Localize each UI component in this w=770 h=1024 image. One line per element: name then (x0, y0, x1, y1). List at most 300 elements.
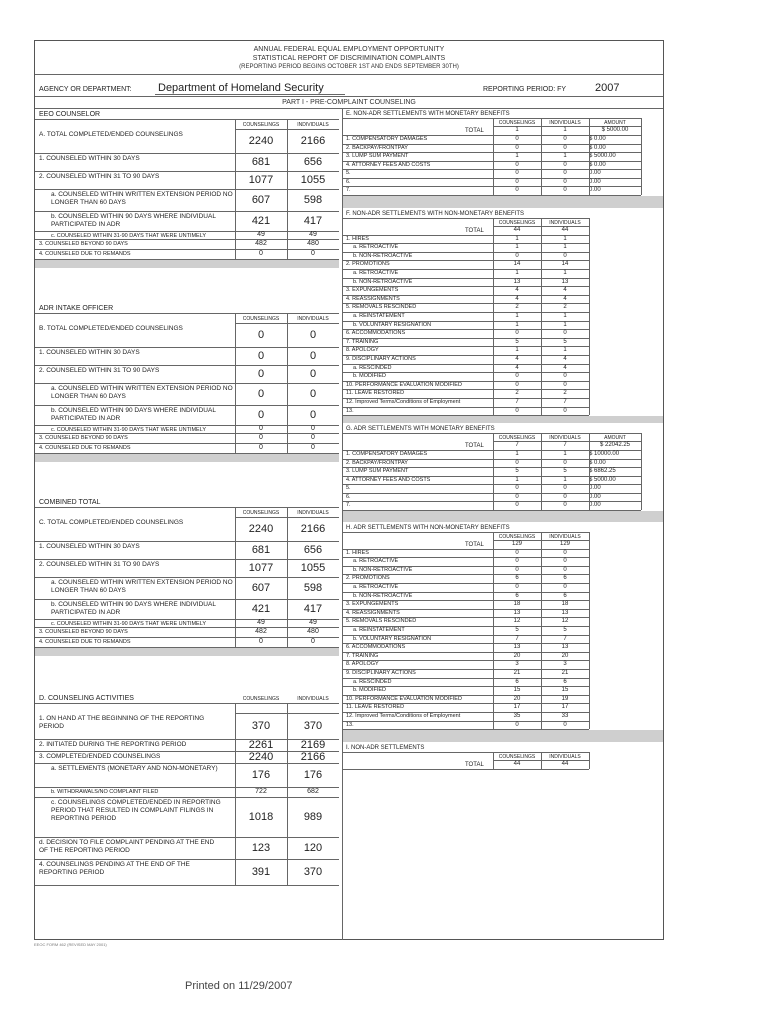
agency-value: Department of Homeland Security (158, 82, 324, 94)
combined-row-label: b. COUNSELED WITHIN 90 DAYS WHERE INDIVIDUAL PARTICIPATED IN ADR (51, 601, 216, 616)
f-individuals-value: 4 (563, 287, 567, 294)
h-counselings-value: 5 (515, 627, 519, 633)
combined-counselings-value: 681 (251, 543, 271, 556)
h-counselings-value: 6 (515, 678, 519, 685)
h-counselings-value: 0 (515, 566, 519, 573)
col-header-individuals: INDIVIDUALS (549, 219, 581, 226)
f-total-label: TOTAL (465, 227, 484, 234)
g-total-value: 7 (515, 442, 519, 449)
e-counselings-value: 1 (515, 153, 519, 159)
g-section-title: G. ADR SETTLEMENTS WITH MONETARY BENEFITS (346, 426, 495, 433)
f-individuals-value: 5 (563, 338, 567, 345)
combined-counselings-value: 421 (251, 602, 271, 615)
combined-counselings-value: 607 (251, 581, 271, 594)
adr-individuals-value: 0 (311, 424, 315, 432)
col-header-amount: AMOUNT (604, 120, 626, 126)
h-counselings-value: 20 (513, 652, 521, 659)
e-row-label: 6. (346, 178, 351, 185)
combined-row-label: c. COUNSELED WITHIN 31-90 DAYS THAT WERE UNTIMELY (51, 621, 207, 627)
h-individuals-value: 6 (563, 592, 567, 599)
e-row-label: 3. LUMP SUM PAYMENT (346, 153, 409, 159)
g-individuals-value: 0 (563, 459, 567, 466)
e-total-value: 1 (515, 127, 519, 133)
adr-counselings-value: 0 (259, 443, 263, 451)
h-row-label: b. NON-RETROACTIVE (353, 592, 413, 599)
f-row-label: 11. LEAVE RESTORED (346, 390, 405, 397)
eeo-individuals-value: 0 (311, 249, 315, 257)
g-amount-value: 0.00 (589, 493, 601, 500)
h-individuals-value: 0 (563, 558, 567, 565)
f-individuals-value: 4 (563, 295, 567, 302)
h-counselings-value: 13 (513, 609, 521, 616)
h-counselings-value: 0 (515, 549, 519, 556)
g-row-label: 1. COMPENSATORY DAMAGES (346, 451, 428, 458)
h-counselings-value: 13 (513, 644, 521, 651)
h-row-label: 3. EXPUNGEMENTS (346, 601, 399, 608)
g-counselings-value: 5 (515, 468, 519, 475)
e-row-label: 7. (346, 187, 351, 193)
h-counselings-value: 0 (515, 558, 519, 565)
e-individuals-value: 0 (563, 170, 567, 176)
g-individuals-value: 1 (563, 451, 567, 458)
e-amount-value: $ 0.00 (589, 136, 606, 142)
eeo-individuals-value: 656 (303, 155, 323, 168)
activities-counselings-value: 176 (251, 768, 271, 781)
f-individuals-value: 0 (563, 381, 567, 388)
activities-row-label: 1. ON HAND AT THE BEGINNING OF THE REPORTING PERIOD (39, 715, 205, 730)
col-header-counselings: COUNSELINGS (498, 120, 536, 126)
f-row-label: 3. EXPUNGEMENTS (346, 287, 399, 294)
e-amount-value: 0.00 (589, 170, 601, 176)
g-row-label: 4. ATTORNEY FEES AND COSTS (346, 476, 431, 483)
adr-individuals-value: 0 (309, 349, 317, 362)
h-individuals-value: 0 (563, 721, 567, 728)
h-counselings-value: 35 (513, 713, 521, 719)
h-counselings-value: 0 (515, 584, 519, 590)
combined-individuals-value: 2166 (300, 522, 326, 535)
e-individuals-value: 0 (563, 178, 567, 185)
combined-counselings-value: 49 (257, 618, 265, 626)
form-id: EEOC FORM 462 (REVISED MAY 2001) (34, 942, 107, 947)
i-section-title: I. NON-ADR SETTLEMENTS (346, 745, 425, 752)
h-individuals-value: 7 (563, 635, 567, 642)
activities-individuals-value: 2166 (300, 750, 326, 763)
h-individuals-value: 13 (561, 609, 569, 616)
h-counselings-value: 17 (513, 704, 521, 711)
g-individuals-value: 5 (563, 468, 567, 475)
col-header-individuals: INDIVIDUALS (549, 754, 581, 761)
eeo-row-label: 4. COUNSELED DUE TO REMANDS (39, 251, 131, 257)
g-individuals-value: 0 (563, 485, 567, 492)
h-total-label: TOTAL (465, 541, 484, 548)
adr-individuals-value: 0 (309, 328, 317, 341)
f-individuals-value: 13 (561, 278, 569, 285)
g-counselings-value: 0 (515, 459, 519, 466)
e-row-label: 4. ATTORNEY FEES AND COSTS (346, 161, 431, 168)
combined-individuals-value: 480 (307, 627, 319, 635)
combined-section-title: COMBINED TOTAL (39, 499, 101, 506)
eeo-counselings-value: 607 (251, 193, 271, 206)
f-individuals-value: 2 (563, 390, 567, 397)
eeo-counselings-value: 1077 (248, 173, 274, 186)
f-counselings-value: 0 (515, 330, 519, 337)
h-total-value: 129 (511, 540, 522, 547)
f-counselings-value: 4 (515, 364, 519, 371)
activities-row-label: 3. COMPLETED/ENDED COUNSELINGS (39, 753, 161, 760)
h-row-label: 9. DISCIPLINARY ACTIONS (346, 670, 416, 676)
f-row-label: 1. HIRES (346, 235, 369, 242)
f-total-value: 44 (561, 226, 569, 233)
h-row-label: 4. REASSIGNMENTS (346, 609, 400, 616)
h-row-label: b. VOLUNTARY RESIGNATION (353, 635, 432, 642)
h-counselings-value: 6 (515, 592, 519, 599)
eeo-row-label: 1. COUNSELED WITHIN 30 DAYS (39, 155, 140, 162)
h-row-label: 2. PROMOTIONS (346, 575, 390, 582)
f-counselings-value: 4 (515, 295, 519, 302)
f-row-label: b. VOLUNTARY RESIGNATION (353, 321, 432, 328)
col-header-individuals: INDIVIDUALS (549, 435, 581, 442)
h-individuals-value: 3 (563, 661, 567, 668)
col-header-counselings: COUNSELINGS (498, 219, 536, 226)
h-row-label: a. RETROACTIVE (353, 584, 399, 590)
combined-counselings-value: 1077 (248, 561, 274, 574)
eeo-counselings-value: 49 (257, 230, 265, 238)
h-row-label: 7. TRAINING (346, 652, 379, 659)
activities-row-label: b. WITHDRAWALS/NO COMPLAINT FILED (51, 789, 159, 795)
col-header-counselings: COUNSELINGS (498, 754, 536, 761)
f-individuals-value: 0 (563, 407, 567, 414)
g-row-label: 6. (346, 493, 351, 500)
eeo-section-title: EEO COUNSELOR (39, 111, 101, 118)
adr-individuals-value: 0 (309, 387, 317, 400)
g-individuals-value: 0 (563, 493, 567, 500)
col-individuals: INDIVIDUALS (297, 122, 329, 128)
h-individuals-value: 6 (563, 678, 567, 685)
g-amount-value: 0.00 (589, 485, 601, 492)
h-row-label: 10. PERFORMANCE EVALUATION MODIFIED (346, 695, 462, 702)
f-individuals-value: 1 (563, 312, 567, 319)
i-total-label: TOTAL (465, 762, 484, 769)
activities-row-label: 2. INITIATED DURING THE REPORTING PERIOD (39, 741, 187, 748)
f-individuals-value: 0 (563, 373, 567, 380)
activities-counselings-value: 722 (255, 787, 267, 795)
h-counselings-value: 7 (515, 635, 519, 642)
col-header-counselings: COUNSELINGS (498, 435, 536, 442)
h-individuals-value: 6 (563, 575, 567, 582)
agency-label: AGENCY OR DEPARTMENT: (39, 86, 132, 93)
e-counselings-value: 0 (515, 161, 519, 168)
e-amount-value: $ 0.00 (589, 144, 606, 151)
g-row-label: 2. BACKPAY/FRONTPAY (346, 459, 408, 466)
adr-row-label: 1. COUNSELED WITHIN 30 DAYS (39, 349, 140, 356)
eeo-counselings-value: 0 (259, 249, 263, 257)
e-total-value: $ 5000.00 (601, 127, 629, 133)
g-counselings-value: 0 (515, 502, 519, 509)
period-value: 2007 (595, 82, 620, 94)
f-row-label: a. REINSTATEMENT (353, 312, 405, 319)
activities-individuals-value: 682 (307, 787, 319, 795)
eeo-counselings-value: 681 (251, 155, 271, 168)
adr-row-label: 3. COUNSELED BEYOND 90 DAYS (39, 435, 128, 441)
g-counselings-value: 0 (515, 485, 519, 492)
f-row-label: 7. TRAINING (346, 338, 379, 345)
f-row-label: 5. REMOVALS RESCINDED (346, 304, 417, 311)
g-individuals-value: 0 (563, 502, 567, 509)
g-total-value: $ 22042.25 (599, 442, 631, 449)
adr-counselings-value: 0 (257, 328, 265, 341)
printed-date: Printed on 11/29/2007 (185, 980, 293, 992)
part-title: PART I - PRE-COMPLAINT COUNSELING (282, 99, 416, 106)
combined-row-label: a. COUNSELED WITHIN WRITTEN EXTENSION PERIOD NO LONGER THAN 60 DAYS (51, 579, 233, 594)
f-row-label: b. MODIFIED (353, 373, 387, 380)
h-individuals-value: 33 (561, 713, 569, 719)
eeo-row-label: c. COUNSELED WITHIN 31-90 DAYS THAT WERE UNTIMELY (51, 233, 207, 239)
h-row-label: 11. LEAVE RESTORED (346, 704, 405, 711)
h-individuals-value: 18 (561, 601, 569, 608)
eeo-individuals-value: 1055 (300, 173, 326, 186)
f-counselings-value: 5 (515, 338, 519, 345)
g-amount-value: $ 6862.25 (589, 468, 616, 475)
e-amount-value: $ 5000.00 (589, 153, 616, 159)
h-row-label: a. RETROACTIVE (353, 558, 399, 565)
adr-counselings-value: 0 (257, 349, 265, 362)
h-counselings-value: 3 (515, 661, 519, 668)
e-individuals-value: 0 (563, 187, 567, 193)
e-amount-value: 0.00 (589, 178, 601, 185)
h-individuals-value: 0 (563, 549, 567, 556)
f-counselings-value: 13 (513, 278, 521, 285)
activities-row-label: 4. COUNSELINGS PENDING AT THE END OF THE REPORTING PERIOD (39, 861, 190, 876)
eeo-row-label: A. TOTAL COMPLETED/ENDED COUNSELINGS (39, 131, 183, 138)
activities-individuals-value: 370 (303, 719, 323, 732)
eeo-row-label: b. COUNSELED WITHIN 90 DAYS WHERE INDIVIDUAL PARTICIPATED IN ADR (51, 213, 216, 228)
eeo-individuals-value: 598 (303, 193, 323, 206)
col-individuals: INDIVIDUALS (297, 696, 329, 702)
h-individuals-value: 5 (563, 627, 567, 633)
adr-row-label: a. COUNSELED WITHIN WRITTEN EXTENSION PERIOD NO LONGER THAN 60 DAYS (51, 385, 233, 400)
e-total-value: 1 (563, 127, 567, 133)
f-row-label: 12. Improved Terms/Conditions of Employment (346, 398, 461, 405)
adr-counselings-value: 0 (259, 424, 263, 432)
eeo-individuals-value: 49 (309, 230, 317, 238)
f-counselings-value: 0 (515, 252, 519, 259)
col-individuals: INDIVIDUALS (297, 316, 329, 322)
activities-counselings-value: 2240 (248, 750, 274, 763)
f-counselings-value: 1 (515, 244, 519, 251)
adr-counselings-value: 0 (257, 408, 265, 421)
f-row-label: a. RESCINDED (353, 364, 392, 371)
combined-individuals-value: 0 (311, 637, 315, 645)
f-row-label: 6. ACCOMMODATIONS (346, 330, 406, 337)
combined-counselings-value: 482 (255, 627, 267, 635)
f-row-label: 9. DISCIPLINARY ACTIONS (346, 355, 416, 362)
activities-row-label: a. SETTLEMENTS (MONETARY AND NON-MONETARY) (51, 765, 218, 772)
e-amount-value: $ 0.00 (589, 161, 606, 168)
g-amount-value: $ 5000.00 (589, 476, 616, 483)
e-individuals-value: 0 (563, 136, 567, 142)
i-total-value: 44 (561, 761, 569, 768)
f-row-label: a. RETROACTIVE (353, 269, 399, 276)
f-counselings-value: 2 (515, 390, 519, 397)
h-individuals-value: 19 (561, 695, 569, 702)
h-total-value: 129 (559, 540, 570, 547)
eeo-individuals-value: 417 (303, 214, 323, 227)
adr-section-title: ADR INTAKE OFFICER (39, 305, 114, 312)
f-individuals-value: 0 (563, 330, 567, 337)
eeo-counselings-value: 2240 (248, 134, 274, 147)
f-counselings-value: 1 (515, 312, 519, 319)
combined-individuals-value: 1055 (300, 561, 326, 574)
e-counselings-value: 0 (515, 178, 519, 185)
f-counselings-value: 1 (515, 321, 519, 328)
adr-individuals-value: 0 (309, 367, 317, 380)
adr-row-label: b. COUNSELED WITHIN 90 DAYS WHERE INDIVIDUAL PARTICIPATED IN ADR (51, 407, 216, 422)
h-row-label: 6. ACCOMMODATIONS (346, 644, 406, 651)
e-individuals-value: 1 (563, 153, 567, 159)
f-individuals-value: 1 (563, 269, 567, 276)
g-counselings-value: 1 (515, 451, 519, 458)
activities-individuals-value: 2169 (300, 738, 326, 751)
eeo-report-form (34, 40, 664, 940)
e-individuals-value: 0 (563, 144, 567, 151)
g-counselings-value: 0 (515, 493, 519, 500)
g-total-label: TOTAL (465, 443, 484, 450)
h-individuals-value: 21 (561, 670, 569, 676)
header-line2: STATISTICAL REPORT OF DISCRIMINATION COMPLAINTS (252, 55, 446, 62)
h-counselings-value: 15 (513, 687, 521, 694)
eeo-counselings-value: 482 (255, 239, 267, 247)
combined-row-label: C. TOTAL COMPLETED/ENDED COUNSELINGS (39, 519, 184, 526)
adr-counselings-value: 0 (257, 387, 265, 400)
h-counselings-value: 12 (513, 618, 521, 625)
combined-individuals-value: 598 (303, 581, 323, 594)
h-row-label: 1. HIRES (346, 549, 369, 556)
activities-counselings-value: 2261 (248, 738, 274, 751)
f-counselings-value: 1 (515, 347, 519, 354)
col-counselings: COUNSELINGS (242, 696, 280, 702)
col-header-individuals: INDIVIDUALS (549, 120, 581, 126)
g-counselings-value: 1 (515, 476, 519, 483)
f-counselings-value: 7 (515, 398, 519, 405)
f-counselings-value: 0 (515, 381, 519, 388)
activities-counselings-value: 123 (251, 841, 271, 854)
h-row-label: b. MODIFIED (353, 687, 387, 694)
combined-individuals-value: 417 (303, 602, 323, 615)
f-counselings-value: 1 (515, 235, 519, 242)
col-header-counselings: COUNSELINGS (498, 533, 536, 540)
activities-counselings-value: 391 (251, 865, 271, 878)
f-counselings-value: 0 (515, 407, 519, 414)
h-individuals-value: 20 (561, 652, 569, 659)
f-row-label: 2. PROMOTIONS (346, 261, 390, 268)
h-individuals-value: 0 (563, 584, 567, 590)
activities-individuals-value: 176 (303, 768, 323, 781)
h-row-label: 5. REMOVALS RESCINDED (346, 618, 417, 625)
f-row-label: b. NON-RETROACTIVE (353, 252, 413, 259)
g-row-label: 5. (346, 485, 351, 492)
combined-row-label: 1. COUNSELED WITHIN 30 DAYS (39, 543, 140, 550)
f-section-title: F. NON-ADR SETTLEMENTS WITH NON-MONETARY BENEFITS (346, 210, 525, 217)
f-row-label: a. RETROACTIVE (353, 244, 399, 251)
col-counselings: COUNSELINGS (242, 122, 280, 128)
h-individuals-value: 15 (561, 687, 569, 694)
h-row-label: a. REINSTATEMENT (353, 627, 405, 633)
col-counselings: COUNSELINGS (242, 316, 280, 322)
adr-row-label: 2. COUNSELED WITHIN 31 TO 90 DAYS (39, 367, 160, 374)
col-individuals: INDIVIDUALS (297, 510, 329, 516)
g-row-label: 3. LUMP SUM PAYMENT (346, 468, 409, 475)
f-counselings-value: 0 (515, 373, 519, 380)
e-section-title: E. NON-ADR SETTLEMENTS WITH MONETARY BENEFITS (346, 111, 510, 117)
combined-counselings-value: 0 (259, 637, 263, 645)
f-counselings-value: 1 (515, 269, 519, 276)
eeo-individuals-value: 2166 (300, 134, 326, 147)
activities-row-label: d. DECISION TO FILE COMPLAINT PENDING AT THE END OF THE REPORTING PERIOD (39, 839, 215, 854)
h-section-title: H. ADR SETTLEMENTS WITH NON-MONETARY BENEFITS (346, 524, 510, 531)
h-individuals-value: 13 (561, 644, 569, 651)
g-row-label: 7. (346, 502, 351, 509)
eeo-row-label: 3. COUNSELED BEYOND 90 DAYS (39, 241, 128, 247)
e-individuals-value: 0 (563, 161, 567, 168)
header-line3: (REPORTING PERIOD BEGINS OCTOBER 1ST AND ENDS SEPTEMBER 30TH) (239, 64, 459, 70)
g-amount-value: 0.00 (589, 502, 601, 509)
e-row-label: 1. COMPENSATORY DAMAGES (346, 136, 428, 142)
e-row-label: 2. BACKPAY/FRONTPAY (346, 144, 408, 151)
g-total-value: 7 (563, 442, 567, 449)
h-counselings-value: 0 (515, 721, 519, 728)
f-counselings-value: 4 (515, 355, 519, 362)
f-row-label: 8. APOLOGY (346, 347, 379, 354)
e-amount-value: 0.00 (589, 187, 601, 193)
h-counselings-value: 21 (513, 670, 521, 676)
combined-counselings-value: 2240 (248, 522, 274, 535)
f-individuals-value: 1 (563, 235, 567, 242)
f-row-label: b. NON-RETROACTIVE (353, 278, 413, 285)
adr-row-label: 4. COUNSELED DUE TO REMANDS (39, 445, 131, 451)
col-header-amount: AMOUNT (604, 435, 626, 442)
f-individuals-value: 4 (563, 355, 567, 362)
adr-row-label: c. COUNSELED WITHIN 31-90 DAYS THAT WERE UNTIMELY (51, 427, 207, 433)
h-row-label: 12. Improved Terms/Conditions of Employment (346, 713, 461, 719)
eeo-row-label: 2. COUNSELED WITHIN 31 TO 90 DAYS (39, 173, 160, 180)
f-counselings-value: 2 (515, 304, 519, 311)
combined-row-label: 3. COUNSELED BEYOND 90 DAYS (39, 629, 128, 635)
f-row-label: 13. (346, 407, 354, 414)
adr-individuals-value: 0 (311, 443, 315, 451)
adr-individuals-value: 0 (309, 408, 317, 421)
e-row-label: 5. (346, 170, 351, 176)
h-individuals-value: 17 (561, 704, 569, 711)
activities-individuals-value: 370 (303, 865, 323, 878)
activities-individuals-value: 989 (303, 810, 323, 823)
adr-counselings-value: 0 (259, 433, 263, 441)
adr-counselings-value: 0 (257, 367, 265, 380)
eeo-row-label: a. COUNSELED WITHIN WRITTEN EXTENSION PERIOD NO LONGER THAN 60 DAYS (51, 191, 233, 206)
f-individuals-value: 7 (563, 398, 567, 405)
activities-counselings-value: 1018 (248, 810, 274, 823)
period-label: REPORTING PERIOD: FY (483, 86, 567, 93)
e-counselings-value: 0 (515, 170, 519, 176)
e-counselings-value: 0 (515, 144, 519, 151)
g-amount-value: $ 0.00 (589, 459, 606, 466)
adr-individuals-value: 0 (311, 433, 315, 441)
i-total-value: 44 (513, 761, 521, 768)
f-individuals-value: 0 (563, 252, 567, 259)
combined-individuals-value: 656 (303, 543, 323, 556)
f-row-label: 10. PERFORMANCE EVALUATION MODIFIED (346, 381, 462, 388)
activities-section-title: D. COUNSELING ACTIVITIES (39, 695, 134, 702)
h-counselings-value: 6 (515, 575, 519, 582)
